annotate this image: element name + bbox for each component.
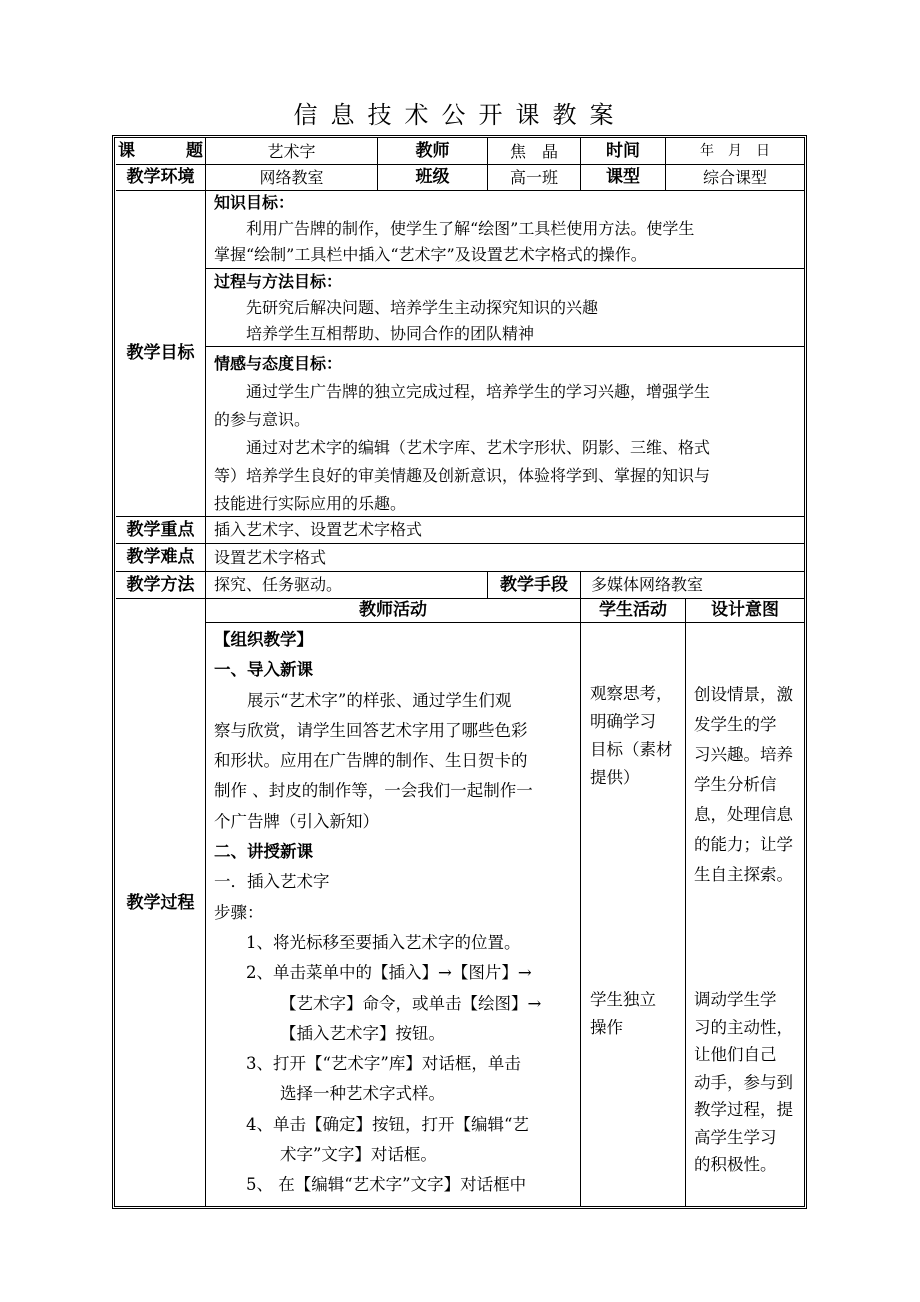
step-line: 术字”文字】对话框。 — [280, 1145, 437, 1165]
student-activity-1 — [590, 680, 682, 792]
knowledge-heading: 知识目标： — [214, 193, 295, 212]
intro-line: 个广告牌（引入新知） — [214, 811, 379, 831]
emotion-goals — [214, 350, 799, 518]
section-heading: 一、导入新课 — [214, 660, 313, 680]
student-activity-header: 学生活动 — [599, 600, 667, 620]
design-intent-header: 设计意图 — [711, 600, 779, 620]
intro-line: 和形状。应用在广告牌的制作、生日贺卡的 — [214, 751, 528, 771]
process-goals — [214, 269, 799, 347]
step-line: 【插入艺术字】按钮。 — [280, 1023, 445, 1043]
design-line: 调动学生学 — [694, 990, 777, 1009]
method-label: 教学方法 — [126, 575, 195, 595]
teacher-label: 教师 — [415, 141, 450, 161]
intro-line: 展示“艺术字”的样张、通过学生们观 — [247, 690, 512, 710]
design-line: 息，处理信息 — [694, 805, 793, 824]
document-title: 信息技术公开课教案 — [293, 101, 627, 129]
emotion-line: 的参与意识。 — [214, 410, 311, 429]
knowledge-line: 利用广告牌的制作，使学生了解“绘图”工具栏使用方法。使学生 — [246, 219, 695, 238]
method-value: 探究、任务驱动。 — [214, 575, 343, 594]
step-line: 【艺术字】命令，或单击【绘图】→ — [280, 993, 542, 1013]
emotion-heading: 情感与态度目标： — [214, 354, 343, 373]
class-value: 高一班 — [509, 168, 558, 187]
student-line: 明确学习 — [590, 712, 656, 731]
process-line: 先研究后解决问题、培养学生主动探究知识的兴趣 — [246, 298, 599, 317]
subsection-heading: 一．插入艺术字 — [214, 872, 330, 892]
design-line: 的能力；让学 — [694, 835, 793, 854]
student-line: 观察思考， — [590, 684, 673, 703]
student-line: 提供） — [590, 768, 640, 787]
course-type-value: 综合课型 — [702, 168, 767, 187]
emotion-line: 技能进行实际应用的乐趣。 — [214, 494, 407, 513]
process-label: 教学过程 — [126, 893, 195, 913]
design-line: 让他们自己 — [694, 1045, 777, 1064]
design-line: 习的主动性， — [694, 1017, 793, 1037]
student-activity-2 — [590, 986, 682, 1042]
design-line: 生自主探索。 — [694, 865, 793, 884]
environment-value: 网络教室 — [259, 168, 324, 187]
step-line: 5、 在【编辑“艺术字”文字】对话框中 — [246, 1175, 527, 1195]
steps-label: 步骤： — [214, 902, 264, 922]
student-line: 学生独立 — [590, 990, 656, 1009]
time-value: 年 月 日 — [700, 143, 770, 159]
teacher-activity — [214, 625, 576, 1201]
design-line: 动手，参与到 — [694, 1072, 793, 1092]
design-line: 的积极性。 — [694, 1155, 777, 1174]
class-label: 班级 — [415, 167, 450, 187]
design-line: 教学过程，提 — [694, 1100, 793, 1119]
course-type-label: 课型 — [606, 167, 640, 187]
step-line: 3、打开【“艺术字”库】对话框，单击 — [246, 1054, 521, 1074]
intro-line: 察与欣赏，请学生回答艺术字用了哪些色彩 — [214, 720, 528, 740]
environment-label: 教学环境 — [126, 167, 195, 187]
teacher-activity-header: 教师活动 — [359, 600, 427, 620]
design-line: 创设情景，激 — [694, 685, 793, 704]
knowledge-goals — [214, 190, 799, 268]
design-intent-1 — [694, 680, 802, 890]
design-intent-2 — [694, 986, 802, 1179]
student-line: 目标（素材 — [590, 740, 673, 759]
emotion-line: 等）培养学生良好的审美情趣及创新意识，体验将学到、掌握的知识与 — [214, 466, 711, 485]
teacher-value: 焦 晶 — [509, 142, 558, 161]
knowledge-line: 掌握“绘制”工具栏中插入“艺术字”及设置艺术字格式的操作。 — [214, 245, 647, 264]
section-heading: 二、讲授新课 — [214, 842, 313, 862]
process-line: 培养学生互相帮助、协同合作的团队精神 — [246, 324, 535, 343]
difficulty-label: 教学难点 — [126, 547, 195, 567]
step-line: 1、将光标移至要插入艺术字的位置。 — [246, 932, 521, 952]
student-line: 操作 — [590, 1018, 623, 1037]
means-label: 教学手段 — [500, 575, 568, 595]
difficulty-value: 设置艺术字格式 — [214, 548, 327, 567]
means-value: 多媒体网络教室 — [591, 575, 704, 594]
emotion-line: 通过对艺术字的编辑（艺术字库、艺术字形状、阴影、三维、格式 — [246, 438, 711, 457]
topic-label: 课 题 — [118, 141, 203, 161]
step-line: 4、单击【确定】按钮，打开【编辑“艺 — [246, 1114, 529, 1134]
emotion-line: 通过学生广告牌的独立完成过程，培养学生的学习兴趣，增强学生 — [246, 382, 711, 401]
process-heading: 过程与方法目标： — [214, 272, 343, 291]
organize-heading: 【组织教学】 — [214, 630, 313, 649]
design-line: 学生分析信 — [694, 775, 777, 794]
intro-line: 制作 、封皮的制作等，一会我们一起制作一 — [214, 781, 533, 801]
design-line: 发学生的学 — [694, 715, 777, 734]
goals-label: 教学目标 — [126, 343, 195, 363]
step-line: 2、单击菜单中的【插入】→【图片】→ — [246, 963, 532, 983]
key-point-label: 教学重点 — [126, 520, 195, 540]
time-label: 时间 — [606, 141, 640, 161]
topic-value: 艺术字 — [267, 142, 316, 161]
design-line: 高学生学习 — [694, 1127, 777, 1147]
design-line: 习兴趣。培养 — [694, 745, 793, 764]
step-line: 选择一种艺术字式样。 — [280, 1084, 445, 1104]
key-point-value: 插入艺术字、设置艺术字格式 — [214, 520, 423, 539]
